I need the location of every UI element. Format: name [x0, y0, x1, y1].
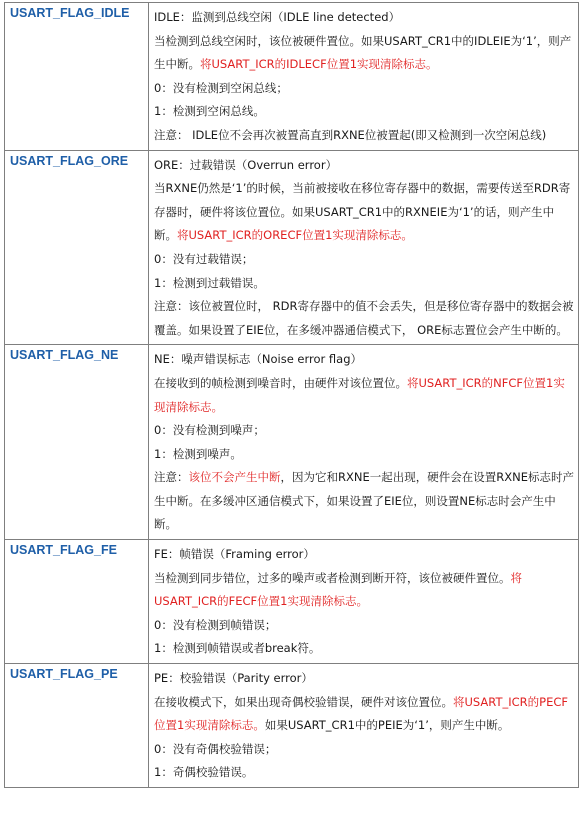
flag-title: NE：噪声错误标志（Noise error flag）: [154, 352, 363, 367]
flag-name: USART_FLAG_IDLE: [5, 3, 149, 151]
flag-note: [154, 295, 574, 342]
flag-description: [154, 30, 574, 77]
flag-clear-instruction: 将USART_ICR的NFCF位置1实现清除标志。: [154, 375, 565, 414]
flag-title: FE：帧错误（Framing error）: [154, 547, 315, 562]
flag-state-1: 1：奇偶校验错误。: [154, 765, 254, 780]
note-text: IDLE位不会再次被置高直到RXNE位被置起(即又检测到一次空闲总线): [188, 127, 547, 142]
flag-desc-text: 当检测到总线空闲时，该位被硬件置位。如果USART_CR1中的IDLEIE为‘1’，则产生中断。: [154, 33, 572, 72]
flag-name: USART_FLAG_ORE: [5, 150, 149, 345]
note-text: ，因为它和RXNE一起出现，硬件会在设置RXNE标志时产生中断。在多缓冲区通信模式下，如果设置了EIE位，则设置NE标志时会产生中断。: [154, 470, 574, 532]
flag-state-0: 0：没有检测到帧错误；: [154, 617, 277, 632]
flag-desc-text: 当RXNE仍然是‘1’的时候，当前被接收在移位寄存器中的数据，需要传送至RDR寄存器时，硬件将该位置位。如果USART_CR1中的RXNEIE为‘1’的话，则产生中断。: [154, 181, 571, 243]
flag-state-0: 0：没有奇偶校验错误；: [154, 741, 277, 756]
flag-description: [154, 567, 574, 614]
flag-description-cell: [149, 540, 579, 664]
flag-row-idle: [5, 3, 579, 151]
flag-name: USART_FLAG_NE: [5, 345, 149, 540]
flag-desc-after: 如果USART_CR1中的PEIE为‘1’，则产生中断。: [264, 718, 510, 733]
flag-description-cell: [149, 345, 579, 540]
flag-state-0: 0：没有检测到噪声；: [154, 423, 265, 438]
flag-state-1: 1：检测到帧错误或者break符。: [154, 641, 321, 656]
note-prefix: 注意：: [154, 127, 189, 142]
flag-clear-instruction: 将USART_ICR的IDLECF位置1实现清除标志。: [200, 57, 438, 72]
flag-description: [154, 177, 574, 248]
note-prefix: 注意：: [154, 470, 189, 485]
flag-description-cell: [149, 3, 579, 151]
flag-title: ORE：过载错误（Overrun error）: [154, 157, 338, 172]
flag-note: [154, 124, 574, 148]
note-text: 该位被置位时， RDR寄存器中的值不会丢失，但是移位寄存器中的数据会被覆盖。如果设置了EIE位，在多缓冲器通信模式下， ORE标志置位会产生中断的。: [154, 299, 574, 337]
note-warning: 该位不会产生中断: [188, 470, 281, 485]
note-prefix: 注意：: [154, 299, 189, 314]
flag-clear-instruction: 将USART_ICR的ORECF位置1实现清除标志。: [177, 228, 413, 243]
flag-desc-text: 当检测到同步错位，过多的噪声或者检测到断开符，该位被硬件置位。: [154, 570, 511, 585]
flag-clear-instruction: 将USART_ICR的FECF位置1实现清除标志。: [154, 570, 522, 609]
flag-note: [154, 466, 574, 537]
flag-title: IDLE：监测到总线空闲（IDLE line detected）: [154, 10, 401, 24]
flag-description: [154, 372, 574, 419]
flag-clear-instruction: 将USART_ICR的PECF位置1实现清除标志。: [154, 694, 568, 733]
flag-state-1: 1：检测到噪声。: [154, 446, 242, 461]
flag-row-ore: [5, 150, 579, 345]
flag-state-0: 0：没有过载错误；: [154, 251, 254, 266]
flag-row-fe: [5, 540, 579, 664]
flag-description: [154, 691, 574, 738]
flag-row-ne: [5, 345, 579, 540]
flag-state-1: 1：检测到过载错误。: [154, 275, 265, 290]
flag-title: PE：校验错误（Parity error）: [154, 671, 313, 686]
flag-description-cell: [149, 664, 579, 788]
flag-row-pe: [5, 664, 579, 788]
flag-name: USART_FLAG_PE: [5, 664, 149, 788]
usart-flag-table: [4, 2, 579, 788]
flag-desc-text: 在接收模式下，如果出现奇偶校验错误，硬件对该位置位。: [154, 694, 453, 709]
flag-desc-text: 在接收到的帧检测到噪音时，由硬件对该位置位。: [154, 375, 407, 390]
flag-state-1: 1：检测到空闲总线。: [154, 104, 265, 119]
flag-name: USART_FLAG_FE: [5, 540, 149, 664]
flag-state-0: 0：没有检测到空闲总线；: [154, 80, 288, 95]
flag-description-cell: [149, 150, 579, 345]
